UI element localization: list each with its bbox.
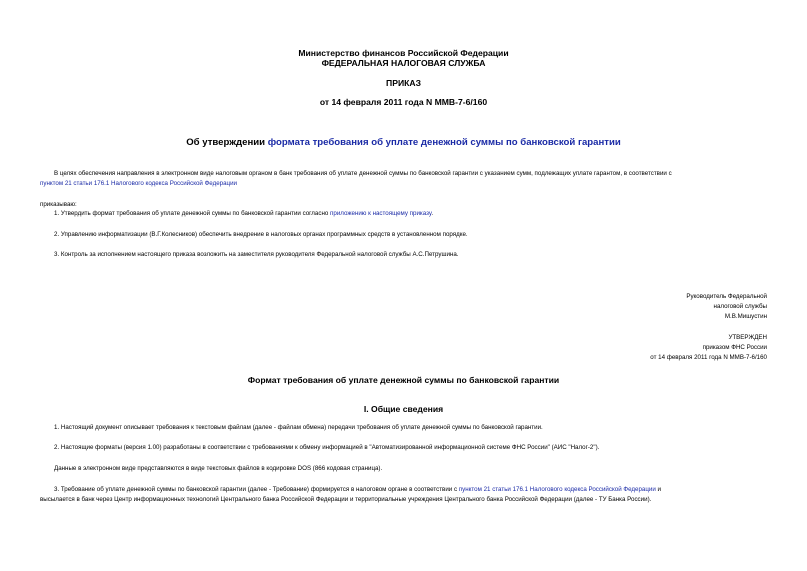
section-tax-code-link[interactable]: пунктом 21 статьи 176.1 Налогового кодекса Российской Федерации xyxy=(458,486,656,493)
approved-by: приказом ФНС России xyxy=(702,344,767,351)
section-heading: I. Общие сведения xyxy=(363,404,444,414)
section-paragraph-4-tail: и xyxy=(655,486,661,493)
format-title: Формат требования об уплате денежной суммы по банковской гарантии xyxy=(247,375,560,385)
order-word: приказываю: xyxy=(40,201,77,208)
section-paragraph-4-line-2: высылается в банк через Центр информационных технологий Центрального банка Российской Федерации и территориальные учреждения Центрального банка Российской Федерации (далее - ТУ Банка России). xyxy=(40,496,652,503)
title-prefix: Об утверждении xyxy=(186,137,268,148)
document-type: ПРИКАЗ xyxy=(386,78,421,88)
signature-name: М.В.Мишустин xyxy=(724,313,767,320)
document-date-number: от 14 февраля 2011 года N ММВ-7-6/160 xyxy=(319,97,488,107)
order-item-2: 2. Управлению информатизации (В.Г.Колесников) обеспечить внедрение в налоговых органах программных средств в установленном порядке. xyxy=(54,231,468,238)
order-item-1-text: 1. Утвердить формат требования об уплате денежной суммы по банковской гарантии согласно xyxy=(54,210,331,217)
order-item-3: 3. Контроль за исполнением настоящего приказа возложить на заместителя руководителя Федеральной налоговой службы А.С.Петрушина. xyxy=(54,251,459,258)
service-name: ФЕДЕРАЛЬНАЯ НАЛОГОВАЯ СЛУЖБА xyxy=(321,58,486,68)
signature-position-1: Руководитель Федеральной xyxy=(686,293,767,300)
signature-position-2: налоговой службы xyxy=(713,303,767,310)
approved-label: УТВЕРЖДЕН xyxy=(728,334,767,341)
title-format-link[interactable]: формата требования об уплате денежной суммы по банковской гарантии xyxy=(267,137,621,148)
section-paragraph-3: Данные в электронном виде представляются в виде текстовых файлов в кодировке DOS (866 кодовая страница). xyxy=(54,465,383,472)
section-paragraph-1: 1. Настоящий документ описывает требования к текстовым файлам (далее - файлам обмена) передачи требования об уплате денежной суммы по банковской гарантии. xyxy=(54,424,543,431)
order-item-1 xyxy=(54,210,433,217)
intro-tax-code-link[interactable]: пунктом 21 статьи 176.1 Налогового кодекса Российской Федерации xyxy=(40,180,237,187)
approved-date: от 14 февраля 2011 года N ММВ-7-6/160 xyxy=(650,354,767,361)
ministry-name: Министерство финансов Российской Федерации xyxy=(298,48,509,58)
appendix-link[interactable]: приложению к настоящему приказу xyxy=(330,210,432,217)
order-item-1-tail: . xyxy=(431,210,434,217)
document-title xyxy=(0,137,807,148)
section-paragraph-4-text: 3. Требование об уплате денежной суммы по банковской гарантии (далее - Требование) формируется в налоговом органе в соответствии с xyxy=(54,486,459,493)
section-paragraph-4 xyxy=(54,486,661,493)
intro-paragraph: В целях обеспечения направления в электронном виде налоговым органом в банк требования об уплате денежной суммы по банковской гарантии с указанием сумм, подлежащих уплате гарантом, в соответствии с xyxy=(54,170,672,177)
section-paragraph-2: 2. Настоящие форматы (версия 1.00) разработаны в соответствии с требованиями к обмену информацией в "Автоматизированной информационной системе ФНС России" (АИС "Налог-2"). xyxy=(54,444,600,451)
